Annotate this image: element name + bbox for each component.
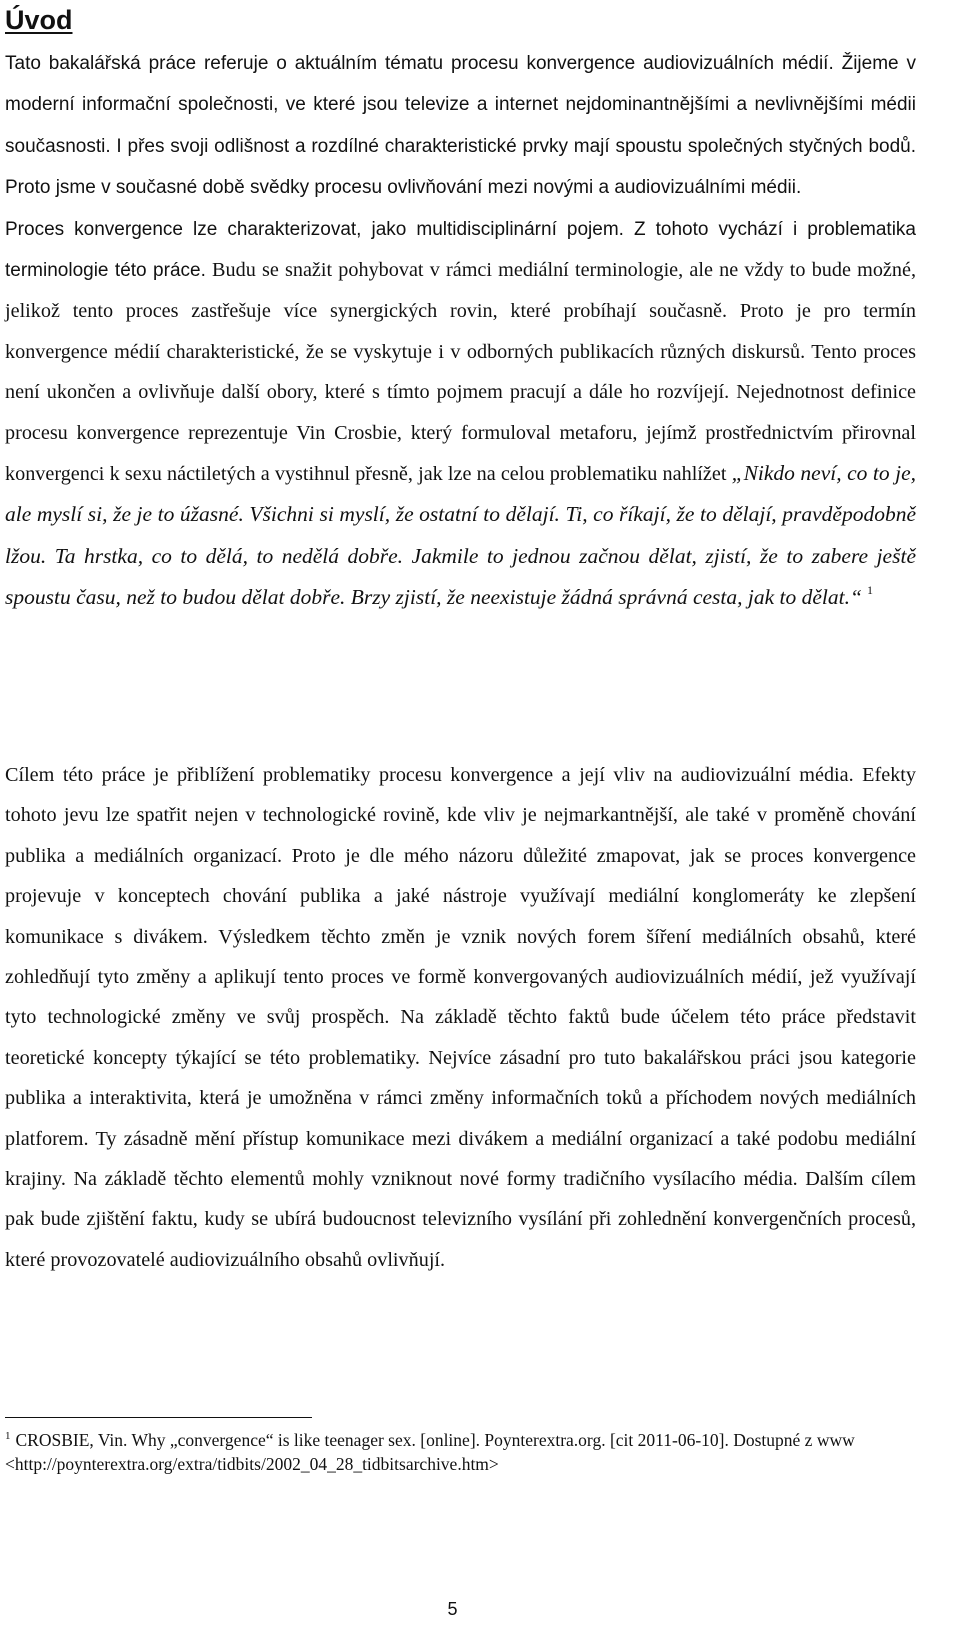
footnote-number: 1 bbox=[5, 1430, 11, 1442]
text-segment: Proto jsme v současné době svědky procesu ovlivňování mezi novými a audiovizuálními médii. bbox=[5, 177, 802, 199]
footnote bbox=[5, 1428, 910, 1476]
section-heading: Úvod bbox=[5, 5, 73, 35]
footnote-text: CROSBIE, Vin. Why „convergence“ is like teenager sex. [online]. Poynterextra.org. [cit 2011-06-10]. Dostupné z www <http://poynterextra.org/extra/tidbits/2002_04_28_tidbitsarchive.htm> bbox=[5, 1430, 855, 1474]
text-segment: Proces konvergence lze charakterizovat, jako multidisciplinární pojem. bbox=[5, 218, 624, 240]
crosbie-quote: „Nikdo neví, co to je, ale myslí si, že je to úžasné. Všichni si myslí, že ostatní to dělají. Ti, co říkají, že to dělají, pravděpodobně lžou. Ta hrstka, co to dělá, to nedělá dobře. Jakmile to jednou začnou dělat, zjistí, že to zabere ještě spoustu času, než to budou dělat dobře. Brzy zjistí, že neexistuje žádná správná cesta, jak to dělat.“ bbox=[5, 461, 917, 610]
footnote-reference[interactable]: 1 bbox=[866, 583, 873, 598]
intro-paragraph bbox=[5, 43, 916, 619]
text-segment: Tato bakalářská práce referuje o aktuálním tématu procesu konvergence audiovizuálních médií. Žijeme v moderní informační společnosti, ve které jsou televize a internet nejdominantnějšími a nevlivnějšími médii současnosti. I přes svoji odlišnost a rozdílné charakteristické prvky mají spoustu společných styčných bodů. bbox=[5, 53, 916, 157]
footnote-separator bbox=[5, 1417, 312, 1418]
text-segment: Nejednotnost definice procesu konvergence reprezentuje Vin Crosbie, který formuloval metaforu, jejímž prostřednictvím přirovnal konvergenci k sexu náctiletých a vystihnul přesně, jak lze na celou problematiku nahlížet bbox=[5, 381, 916, 486]
text-segment: Z tohoto vychází i problematika terminologie této práce. bbox=[5, 218, 916, 282]
text-segment: Proto je pro termín konvergence médií charakteristické, že se vyskytuje i v odborných publikacích různých diskursů. bbox=[5, 300, 916, 363]
text-segment: Budu se snažit pohybovat v rámci mediální terminologie, ale ne vždy to bude možné, jelikož tento proces zastřešuje více synergických rovin, které probíhají současně. bbox=[5, 259, 916, 323]
aims-paragraph: Cílem této práce je přiblížení problematiky procesu konvergence a její vliv na audiovizuální média. Efekty tohoto jevu lze spatřit nejen v technologické rovině, kde vliv je nejmarkantnější, ale také v proměně chování publika a mediálních organizací. Proto je dle mého názoru důležité zmapovat, jak se proces konvergence projevuje v konceptech chování publika a jaké nástroje využívají mediální konglomeráty ke zlepšení komunikace s divákem. Výsledkem těchto změn je vznik nových forem šíření mediálních obsahů, které zohledňují tyto změny a aplikují tento proces ve formě konvergovaných audiovizuálních médií, jež využívají tyto technologické změny ve svůj prospěch. Na základě těchto faktů bude účelem této práce představit teoretické koncepty týkající se této problematiky. Nejvíce zásadní pro tuto bakalářskou práci jsou kategorie publika a interaktivita, která je umožněna v rámci změny informačních toků a příchodem nových mediálních platforem. Ty zásadně mění přístup komunikace mezi divákem a mediální organizací a také podobu mediální krajiny. Na základě těchto elementů mohly vzniknout nové formy tradičního vysílacího média. Dalším cílem pak bude zjištění faktu, kudy se ubírá budoucnost televizního vysílání při zohlednění konvergenčních procesů, které provozovatelé audiovizuálního obsahů ovlivňují. bbox=[5, 764, 916, 1271]
text-segment: Tento proces není ukončen a ovlivňuje další obory, které s tímto pojmem pracují a dále ho rozvíjejí. bbox=[5, 340, 917, 404]
page-number: 5 bbox=[447, 1599, 458, 1619]
